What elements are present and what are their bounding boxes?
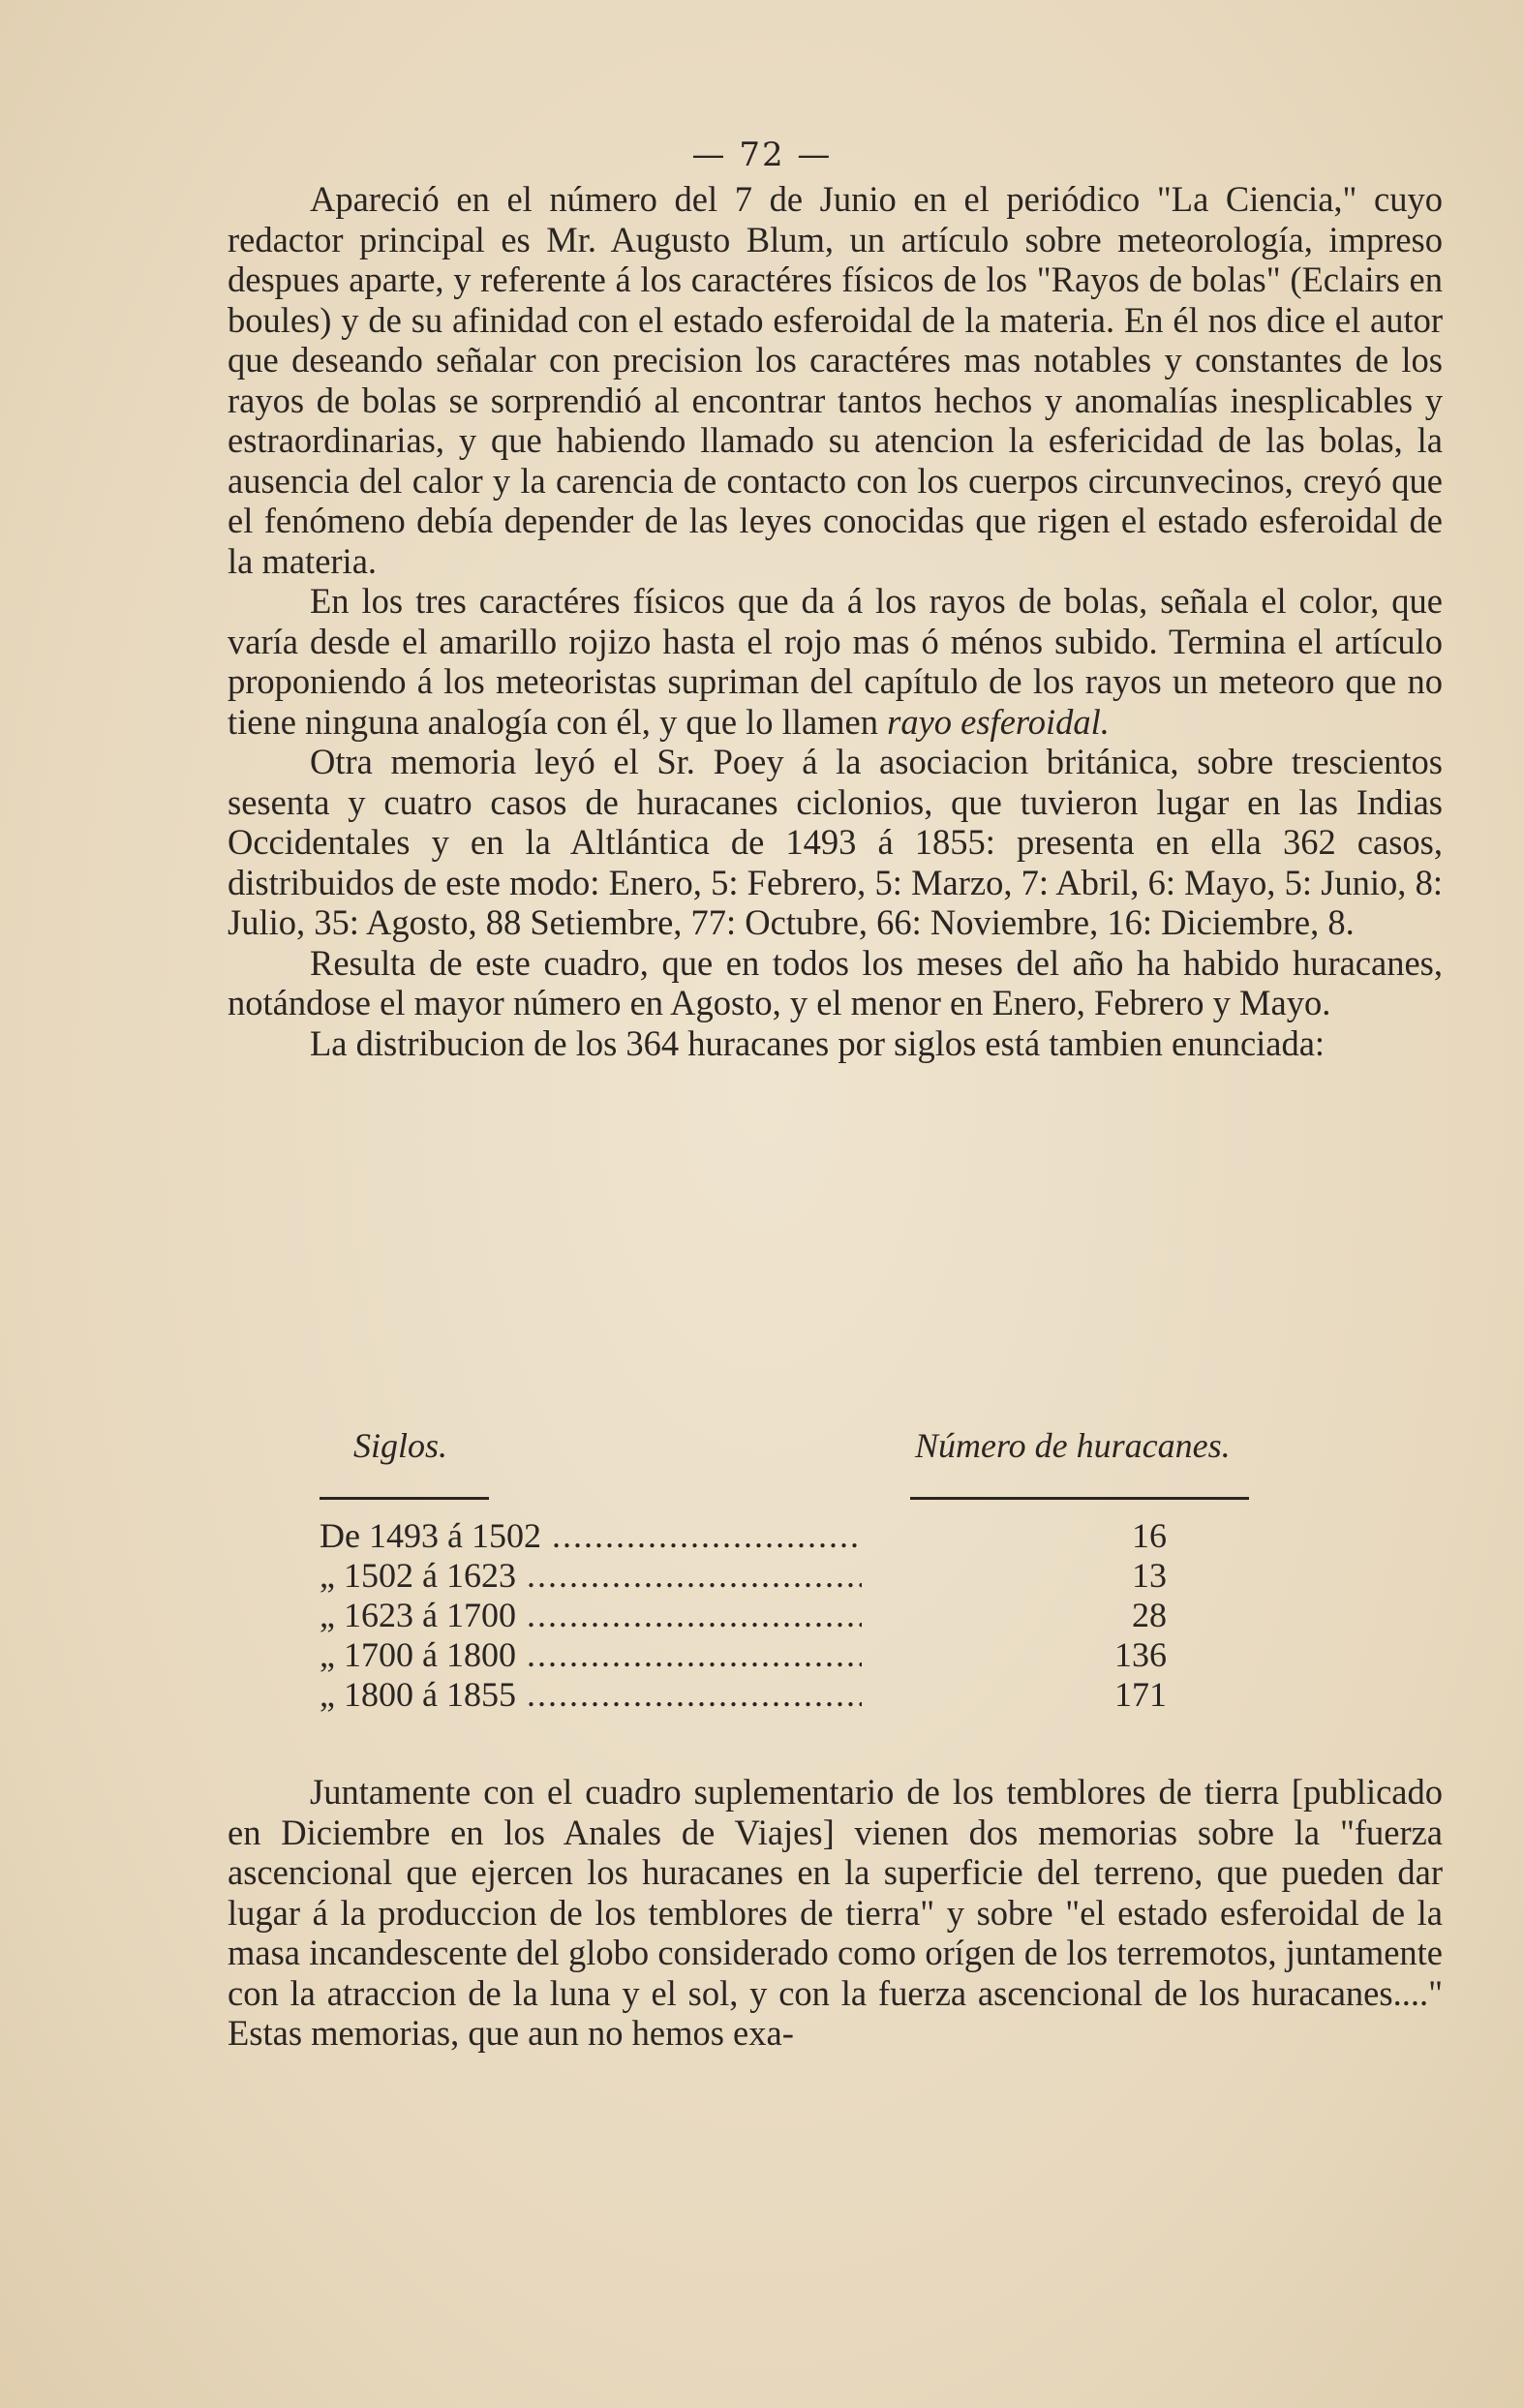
paragraph xyxy=(228,581,1443,742)
row-period: De 1493 á 1502 ..... xyxy=(320,1516,862,1556)
table-row xyxy=(228,1596,1443,1635)
row-count: 16 xyxy=(1132,1516,1167,1555)
header-count: Número de huracanes. xyxy=(915,1426,1231,1465)
header-rule-right xyxy=(910,1497,1249,1500)
italic-term: rayo esferoidal. xyxy=(887,701,1110,742)
paragraph: Otra memoria leyó el Sr. Poey á la asociacion británica, sobre trescientos sesenta y cuatro casos de huracanes ciclonios, que tuvieron lugar en las Indias Occidentales y en la Altlántica de 1493 á 1855: presenta en ella 362 casos, distribuidos de este modo: Enero, 5: Febrero, 5: Marzo, 7: Abril, 6: Mayo, 5: Junio, 8: Julio, 35: Agosto, 88 Setiembre, 77: Octubre, 66: Noviembre, 16: Diciembre, 8. xyxy=(228,742,1443,942)
header-centuries: Siglos. xyxy=(353,1426,448,1465)
paragraph: Resulta de este cuadro, que en todos los meses del año ha habido huracanes, notándose el mayor número en Agosto, y el menor en Enero, Febrero y Mayo. xyxy=(228,942,1443,1022)
paragraph: Apareció en el número del 7 de Junio en el periódico "La Ciencia," cuyo redactor principal es Mr. Augusto Blum, un artículo sobre meteorología, impreso despues aparte, y referente á los caractéres físicos de los "Rayos de bolas" (Eclairs en boules) y de su afinidad con el estado esferoidal de la materia. En él nos dice el autor que deseando señalar con precision los caractéres mas notables y constantes de los rayos de bolas se sorprendió al encontrar tantos hechos y anomalías inesplicables y estraordinarias, y que habiendo llamado su atencion la esfericidad de las bolas, la ausencia del calor y la carencia de contacto con los cuerpos circunvecinos, creyó que el fenómeno debía depender de las leyes conocidas que rigen el estado esferoidal de la materia. xyxy=(228,179,1443,581)
header-rules xyxy=(228,1489,1443,1516)
table-header xyxy=(228,1425,1443,1489)
paragraph-text: En los tres caractéres físicos que da á los rayos de bolas, señala el color, que varía desde el amarillo rojizo hasta el rojo mas ó ménos subido. Termina el artículo proponiendo á los meteoristas supriman del capítulo de los rayos un meteoro que no tiene ninguna analogía con él, y que lo llamen xyxy=(228,581,1443,742)
table-row xyxy=(228,1556,1443,1596)
row-period: „ 1700 á 1800 ..... xyxy=(320,1635,862,1675)
row-period: „ 1502 á 1623 ..... xyxy=(320,1556,862,1596)
page-number: — 72 — xyxy=(691,136,833,174)
paragraph: Juntamente con el cuadro suplementario de los temblores de tierra [publicado en Diciembre en los Anales de Viajes] vienen dos memorias sobre la "fuerza ascencional que ejercen los huracanes en la superficie del terreno, que pueden dar lugar á la produccion de los temblores de tierra" y sobre "el estado esferoidal de la masa incandescente del globo considerado como orígen de los terremotos, juntamente con la atraccion de la luna y el sol, y con la fuerza ascencional de los huracanes...." Estas memorias, que aun no hemos exa- xyxy=(228,1772,1443,2053)
table-row xyxy=(228,1675,1443,1715)
row-count: 13 xyxy=(1132,1556,1167,1595)
header-rule-left xyxy=(320,1497,489,1500)
body-text-top xyxy=(228,179,1443,1063)
body-text-bottom xyxy=(228,1772,1443,2054)
hurricane-table xyxy=(228,1425,1443,1715)
paragraph: La distribucion de los 364 huracanes por siglos está tambien enunciada: xyxy=(310,1022,1326,1063)
table-row xyxy=(228,1635,1443,1675)
row-count: 171 xyxy=(1114,1675,1167,1714)
row-count: 28 xyxy=(1132,1596,1167,1634)
row-period: „ 1800 á 1855 ..... xyxy=(320,1675,862,1715)
row-period: „ 1623 á 1700 ..... xyxy=(320,1596,862,1635)
table-row xyxy=(228,1516,1443,1556)
row-count: 136 xyxy=(1114,1635,1167,1674)
